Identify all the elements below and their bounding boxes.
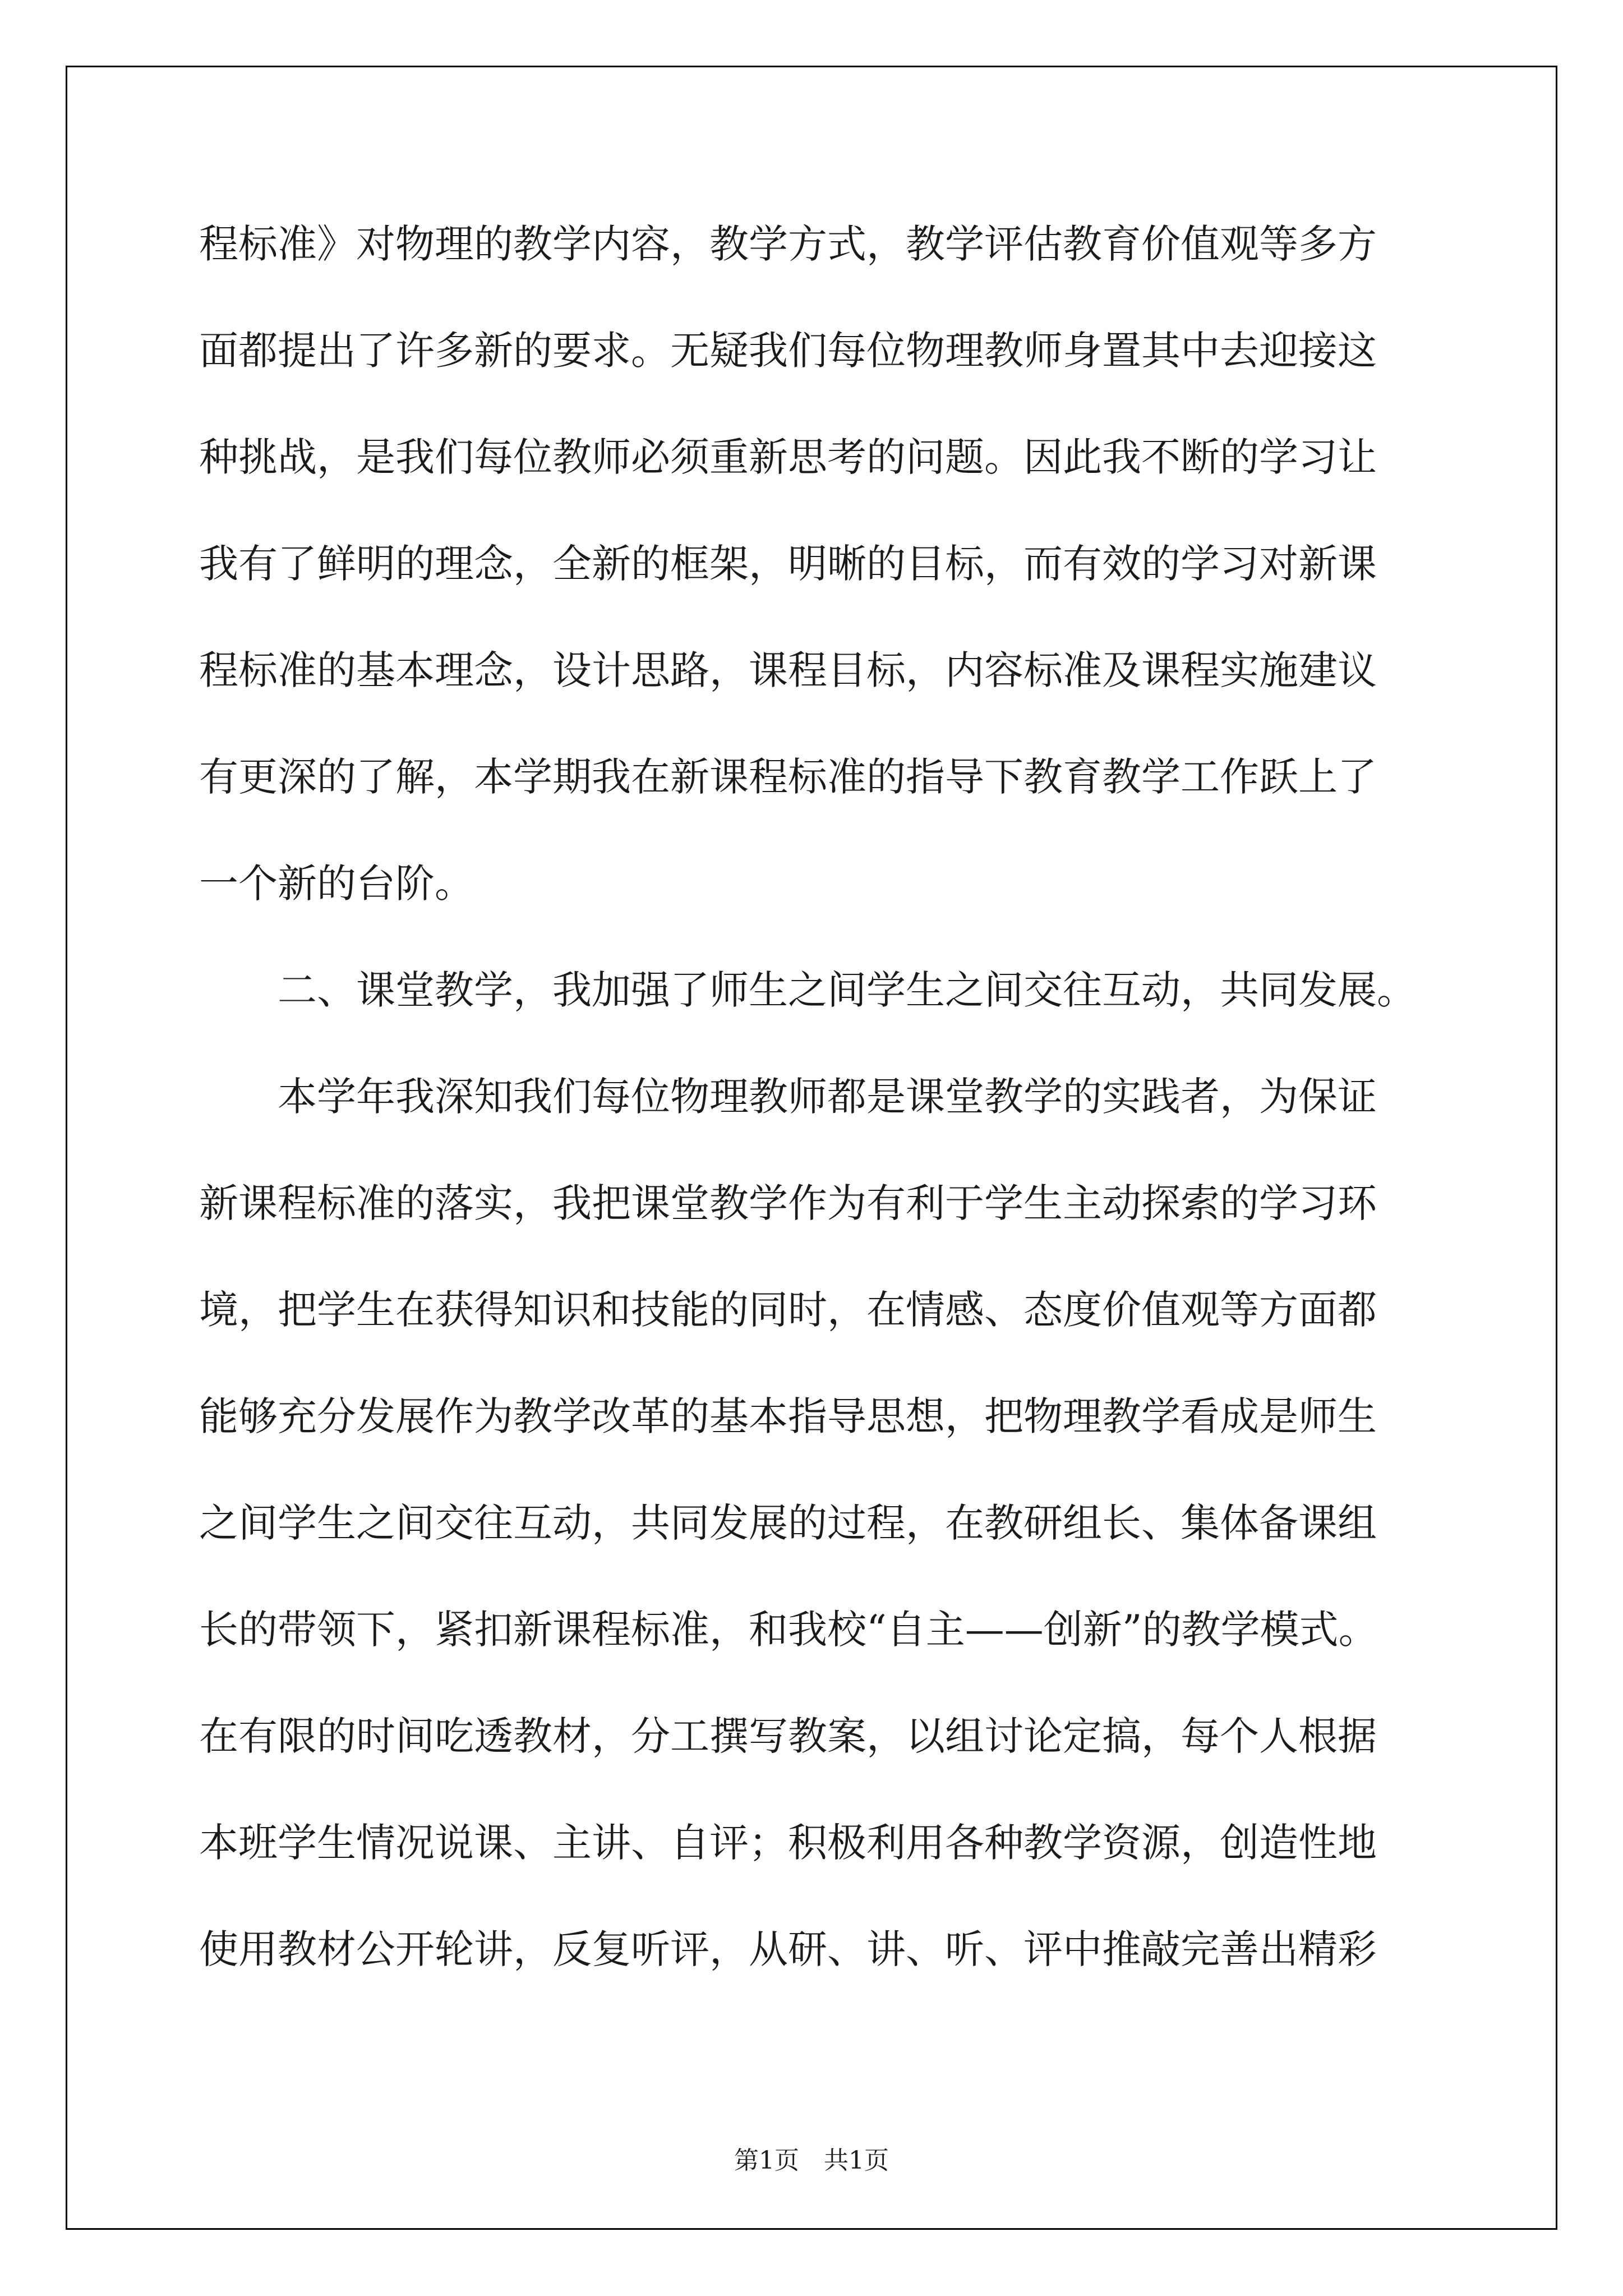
page-border xyxy=(66,66,1557,2230)
body-text-line: 面都提出了许多新的要求。无疑我们每位物理教师身置其中去迎接这 xyxy=(199,328,1377,374)
body-text-line: 程标准》对物理的教学内容，教学方式，教学评估教育价值观等多方 xyxy=(199,221,1377,267)
body-text-line: 使用教材公开轮讲，反复听评，从研、讲、听、评中推敲完善出精彩 xyxy=(199,1926,1377,1972)
body-text-line: 长的带领下，紧扣新课程标准，和我校“自主——创新”的教学模式。 xyxy=(199,1607,1378,1653)
body-text-line: 新课程标准的落实，我把课堂教学作为有利于学生主动探索的学习环 xyxy=(199,1180,1377,1226)
body-text-line: 我有了鲜明的理念，全新的框架，明晰的目标，而有效的学习对新课 xyxy=(199,541,1377,587)
section-heading: 二、课堂教学，我加强了师生之间学生之间交往互动，共同发展。 xyxy=(199,967,1416,1013)
body-text-line: 之间学生之间交往互动，共同发展的过程，在教研组长、集体备课组 xyxy=(199,1500,1377,1546)
body-text-line: 种挑战，是我们每位教师必须重新思考的问题。因此我不断的学习让 xyxy=(199,434,1377,480)
body-text-line: 本班学生情况说课、主讲、自评；积极利用各种教学资源，创造性地 xyxy=(199,1820,1377,1866)
body-text-line: 程标准的基本理念，设计思路，课程目标，内容标准及课程实施建议 xyxy=(199,647,1377,693)
body-text-line: 在有限的时间吃透教材，分工撰写教案，以组讨论定搞，每个人根据 xyxy=(199,1713,1377,1759)
body-text-line: 能够充分发展作为教学改革的基本指导思想，把物理教学看成是师生 xyxy=(199,1393,1377,1439)
body-text-line: 有更深的了解，本学期我在新课程标准的指导下教育教学工作跃上了 xyxy=(199,754,1377,800)
body-text-line: 境，把学生在获得知识和技能的同时，在情感、态度价值观等方面都 xyxy=(199,1287,1377,1333)
body-text-line: 本学年我深知我们每位物理教师都是课堂教学的实践者，为保证 xyxy=(199,1074,1377,1120)
page-number-footer: 第1页 共1页 xyxy=(734,2146,889,2175)
body-text-line: 一个新的台阶。 xyxy=(199,861,474,907)
